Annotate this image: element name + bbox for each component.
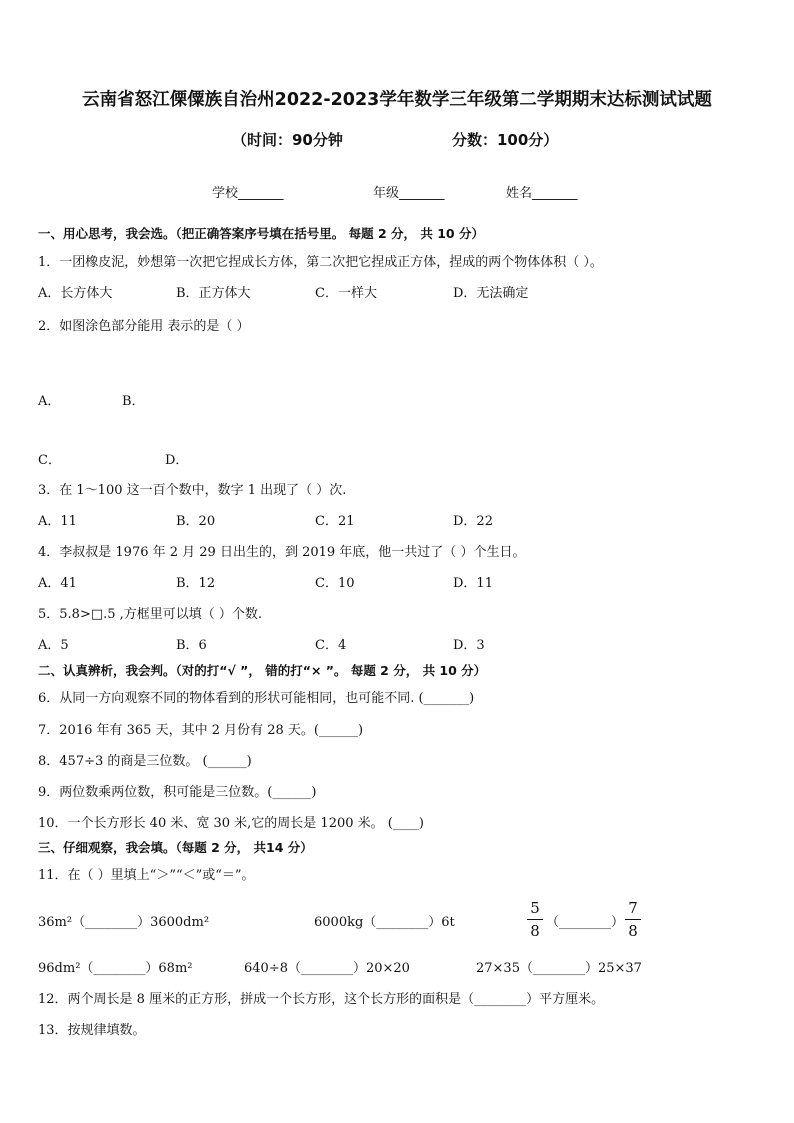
q5-option-c: C．4 xyxy=(315,638,347,653)
q3-option-a: A．11 xyxy=(38,514,77,529)
q5-option-b: B．6 xyxy=(176,638,207,653)
q2-option-b: B． xyxy=(122,394,145,409)
section-1-heading: 一、用心思考，我会选。（把正确答案序号填在括号里。 每题 2 分， 共 10 分） xyxy=(38,226,484,241)
q1-option-b: B．正方体大 xyxy=(176,286,251,301)
q11-fraction-left xyxy=(527,899,543,940)
page-title: 云南省怒江傈僳族自治州2022-2023学年数学三年级第二学期期末达标测试试题 xyxy=(82,90,712,110)
question-3: 3．在 1～100 这一百个数中，数字 1 出现了（ ）次. xyxy=(38,483,347,498)
q4-option-c: C．10 xyxy=(315,576,355,591)
q2-option-d: D． xyxy=(165,453,189,468)
q2-option-c: C． xyxy=(38,453,61,468)
question-11: 11．在（ ）里填上“＞”“＜”或“＝”。 xyxy=(38,868,255,883)
grade-field: 年级_______ xyxy=(373,186,445,201)
q11-item-e: 640÷8（________）20×20 xyxy=(244,961,410,976)
q3-option-d: D．22 xyxy=(453,514,493,529)
fraction-denominator: 8 xyxy=(628,922,638,940)
q3-option-b: B．20 xyxy=(176,514,216,529)
q11-fraction-right xyxy=(625,899,641,940)
question-10: 10．一个长方形长 40 米、宽 30 米,它的周长是 1200 米。 (____) xyxy=(38,816,424,831)
fraction-numerator: 5 xyxy=(530,899,540,917)
question-4: 4．李叔叔是 1976 年 2 月 29 日出生的，到 2019 年底，他一共过了（ ）个生日。 xyxy=(38,545,526,560)
q11-item-c-blank: （________） xyxy=(546,915,625,930)
question-5: 5．5.8>□.5 ,方框里可以填（ ）个数. xyxy=(38,607,263,622)
q4-option-a: A．41 xyxy=(38,576,77,591)
q4-option-b: B．12 xyxy=(176,576,216,591)
q11-item-f: 27×35（________）25×37 xyxy=(476,961,642,976)
q3-option-c: C．21 xyxy=(315,514,355,529)
exam-score: 分数：100分） xyxy=(452,131,559,149)
section-3-heading: 三、仔细观察，我会填。（每题 2 分， 共14 分） xyxy=(38,840,313,855)
fraction-denominator: 8 xyxy=(530,922,540,940)
q1-option-c: C．一样大 xyxy=(315,286,377,301)
q5-option-d: D．3 xyxy=(453,638,485,653)
q1-option-d: D．无法确定 xyxy=(453,286,529,301)
question-6: 6．从同一方向观察不同的物体看到的形状可能相同，也可能不同. (_______) xyxy=(38,691,475,706)
question-2: 2．如图涂色部分能用 表示的是（ ） xyxy=(38,319,250,334)
school-field: 学校_______ xyxy=(212,186,284,201)
question-7: 7．2016 年有 365 天，其中 2 月份有 28 天。(______) xyxy=(38,723,364,738)
question-12: 12．两个周长是 8 厘米的正方形，拼成一个长方形，这个长方形的面积是（________）平方厘米。 xyxy=(38,992,605,1007)
name-field: 姓名_______ xyxy=(506,186,578,201)
question-13: 13．按规律填数。 xyxy=(38,1023,146,1038)
q5-option-a: A．5 xyxy=(38,638,69,653)
q11-item-b: 6000kg（________）6t xyxy=(314,915,455,930)
q4-option-d: D．11 xyxy=(453,576,493,591)
q11-item-d: 96dm²（________）68m² xyxy=(38,961,193,976)
question-8: 8．457÷3 的商是三位数。 (______) xyxy=(38,754,252,769)
q1-option-a: A．长方体大 xyxy=(38,286,113,301)
fraction-bar xyxy=(527,919,543,920)
q2-option-a: A． xyxy=(38,394,61,409)
question-9: 9．两位数乘两位数，积可能是三位数。(______) xyxy=(38,785,317,800)
fraction-numerator: 7 xyxy=(628,899,638,917)
q11-item-a: 36m²（________）3600dm² xyxy=(38,915,210,930)
exam-time: （时间：90分钟 xyxy=(232,131,343,149)
question-1: 1．一团橡皮泥，妙想第一次把它捏成长方体，第二次把它捏成正方体，捏成的两个物体体积（ ）。 xyxy=(38,255,603,270)
section-2-heading: 二、认真辨析，我会判。（对的打“√ ”， 错的打“× ”。 每题 2 分， 共 10 分） xyxy=(38,663,487,678)
fraction-bar xyxy=(625,919,641,920)
